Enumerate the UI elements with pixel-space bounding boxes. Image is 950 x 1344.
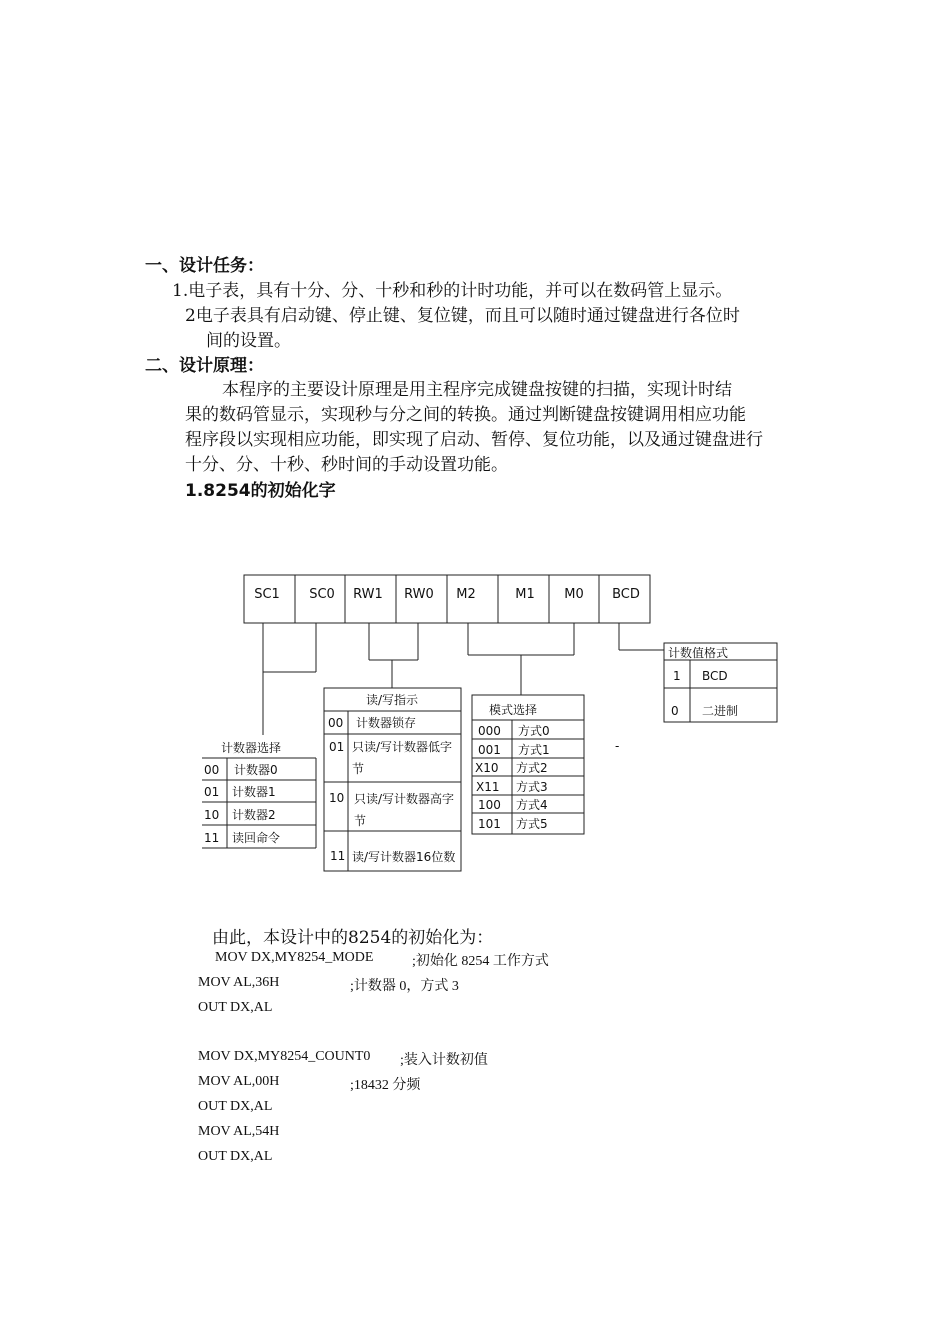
bit-bcd: BCD — [612, 587, 640, 602]
count-format-code-1: 0 — [671, 704, 679, 718]
rw-desc-1: 只读/写计数器低字 — [352, 740, 453, 754]
mode-code-1: 001 — [478, 743, 501, 757]
mode-desc-3: 方式3 — [516, 780, 548, 794]
counter-select-desc-3: 读回命令 — [232, 831, 281, 845]
counter-select-code-0: 00 — [204, 763, 220, 777]
code-comment-4: ;装入计数初值 — [400, 1053, 488, 1068]
counter-select-desc-2: 计数器2 — [232, 808, 276, 822]
init-word-subheading: 1.8254的初始化字 — [185, 481, 336, 501]
control-bit-row — [244, 575, 650, 623]
count-format-desc-1: 二进制 — [702, 704, 739, 718]
code-line-2: MOV AL,36H — [198, 975, 280, 990]
stray-mark: - — [615, 739, 620, 753]
rw-desc-3: 读/写计数器16位数 — [352, 850, 456, 864]
code-comment-5: ;18432 分频 — [350, 1078, 421, 1093]
mode-desc-2: 方式2 — [516, 761, 548, 775]
bit-rw0: RW0 — [404, 587, 434, 602]
section1-heading: 一、设计任务： — [145, 256, 264, 276]
rw-indicate-table — [324, 688, 461, 871]
bit-m2: M2 — [456, 587, 476, 602]
code-line-7: MOV AL,54H — [198, 1124, 280, 1139]
counter-select-code-1: 01 — [204, 785, 220, 799]
rw-code-2: 10 — [329, 791, 345, 805]
principle-line-2: 果的数码管显示，实现秒与分之间的转换。通过判断键盘按键调用相应功能 — [185, 405, 746, 425]
principle-line-3: 程序段以实现相应功能，即实现了启动、暂停、复位功能，以及通过键盘进行 — [185, 430, 763, 450]
count-format-code-0: 1 — [673, 669, 681, 683]
task-item-2: 2电子表具有启动键、停止键、复位键，而且可以随时通过键盘进行各位时 — [185, 306, 740, 326]
code-comment-1: ;初始化 8254 工作方式 — [412, 954, 549, 969]
task-item-1: 1.电子表，具有十分、分、十秒和秒的计时功能，并可以在数码管上显示。 — [172, 281, 733, 301]
task-item-2-cont: 间的设置。 — [206, 331, 291, 351]
mode-select-table — [472, 695, 584, 834]
section2-heading: 二、设计原理： — [145, 356, 264, 376]
rw-desc-0: 计数器锁存 — [356, 716, 417, 730]
mode-code-5: 101 — [478, 817, 501, 831]
mode-desc-4: 方式4 — [516, 798, 548, 812]
code-line-5: MOV AL,00H — [198, 1074, 280, 1089]
counter-select-code-2: 10 — [204, 808, 220, 822]
counter-select-desc-1: 计数器1 — [232, 785, 276, 799]
principle-line-4: 十分、分、十秒、秒时间的手动设置功能。 — [185, 455, 508, 475]
mode-desc-5: 方式5 — [516, 817, 548, 831]
counter-select-table — [202, 740, 316, 848]
init-intro: 由此，本设计中的8254的初始化为： — [212, 928, 494, 948]
bit-sc1: SC1 — [254, 587, 280, 602]
count-format-table — [664, 643, 777, 722]
connector-lines — [263, 623, 664, 735]
mode-select-title: 模式选择 — [488, 703, 538, 717]
code-line-1: MOV DX,MY8254_MODE — [215, 950, 374, 965]
count-format-desc-0: BCD — [702, 669, 728, 683]
bit-m1: M1 — [515, 587, 535, 602]
mode-code-0: 000 — [478, 724, 501, 738]
principle-line-1: 本程序的主要设计原理是用主程序完成键盘按键的扫描，实现计时结 — [222, 380, 732, 400]
mode-code-4: 100 — [478, 798, 501, 812]
bit-sc0: SC0 — [309, 587, 335, 602]
mode-desc-0: 方式0 — [518, 724, 550, 738]
mode-code-2: X10 — [475, 761, 499, 775]
rw-code-3: 11 — [330, 849, 346, 863]
code-line-6: OUT DX,AL — [198, 1099, 273, 1114]
count-format-title: 计数值格式 — [668, 646, 729, 660]
rw-code-1: 01 — [329, 740, 345, 754]
bit-m0: M0 — [564, 587, 584, 602]
rw-indicate-title: 读/写指示 — [365, 693, 419, 707]
rw-desc-1-cont: 节 — [352, 762, 365, 776]
rw-desc-2-cont: 节 — [354, 814, 367, 828]
code-line-3: OUT DX,AL — [198, 1000, 273, 1015]
counter-select-desc-0: 计数器0 — [234, 763, 278, 777]
counter-select-title: 计数器选择 — [220, 741, 282, 755]
rw-desc-2: 只读/写计数器高字 — [354, 792, 455, 806]
mode-code-3: X11 — [476, 780, 500, 794]
mode-desc-1: 方式1 — [518, 743, 550, 757]
rw-code-0: 00 — [328, 716, 344, 730]
code-line-4: MOV DX,MY8254_COUNT0 — [198, 1049, 371, 1064]
counter-select-code-3: 11 — [204, 831, 220, 845]
code-line-8: OUT DX,AL — [198, 1149, 273, 1164]
bit-rw1: RW1 — [353, 587, 383, 602]
code-comment-2: ;计数器 0，方式 3 — [350, 979, 459, 994]
